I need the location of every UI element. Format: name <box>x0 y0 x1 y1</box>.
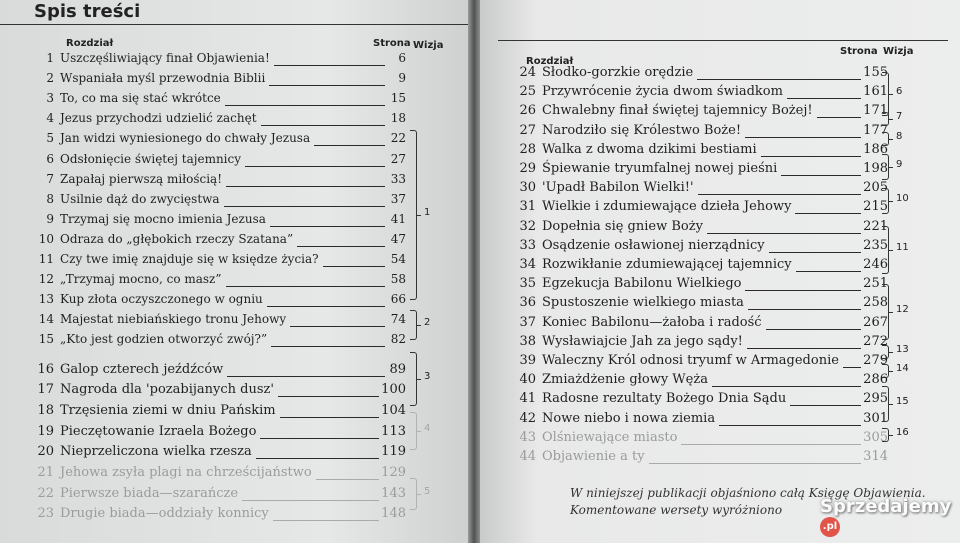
chapter-number: 42 <box>519 411 536 426</box>
chapter-number: 39 <box>519 353 536 368</box>
chapter-title: „Trzymaj mocno, co masz” <box>60 272 222 286</box>
chapter-number: 17 <box>37 382 54 397</box>
leader-line <box>227 376 385 377</box>
vision-bracket <box>882 364 889 378</box>
toc-row <box>26 272 406 290</box>
chapter-number: 5 <box>46 131 54 145</box>
page-number: 305 <box>863 430 888 445</box>
chapter-title: Kup złota oczyszczonego w ogniu <box>60 292 263 306</box>
leader-line <box>316 479 379 480</box>
leader-line <box>761 156 861 157</box>
chapter-title: Pierwsze biada—szarańcze <box>60 486 239 501</box>
vision-bracket <box>882 154 889 180</box>
chapter-title: To, co ma się stać wkrótce <box>60 91 221 105</box>
chapter-title: Chwalebny finał świętej tajemnicy Bożej! <box>542 103 813 118</box>
page-number: 279 <box>863 353 888 368</box>
chapter-number: 22 <box>37 486 54 501</box>
vision-column-header: Wizja <box>883 46 914 57</box>
chapter-number: 2 <box>46 71 54 85</box>
leader-line <box>226 186 385 187</box>
leader-line <box>747 348 861 349</box>
vision-number: 16 <box>896 427 909 438</box>
leader-line <box>697 79 861 80</box>
chapter-title: Waleczny Król odnosi tryumf w Armagedonie <box>542 353 839 368</box>
chapter-title: Drugie biada—oddziały konnicy <box>60 506 269 521</box>
chapter-title: Czy twe imię znajduje się w księdze życia? <box>60 252 319 266</box>
toc-row <box>26 212 406 230</box>
vision-bracket <box>882 132 889 146</box>
leader-line <box>280 417 379 418</box>
toc-row <box>26 172 406 190</box>
leader-line <box>745 137 861 138</box>
chapter-title: Rozwikłanie zdumiewającej tajemnicy <box>542 257 792 272</box>
chapter-title: Dopełnia się gniew Boży <box>542 219 703 234</box>
page-number: 27 <box>390 152 406 166</box>
chapter-number: 35 <box>519 276 536 291</box>
page-number: 215 <box>863 199 888 214</box>
page-number: 18 <box>390 111 406 125</box>
chapter-number: 25 <box>519 84 536 99</box>
toc-row <box>508 276 888 294</box>
toc-row <box>508 103 888 121</box>
chapter-title: Olśniewające miasto <box>542 430 678 445</box>
toc-row <box>26 312 406 330</box>
leader-line <box>297 246 385 247</box>
page-number: 155 <box>863 65 888 80</box>
chapter-number: 19 <box>37 424 54 439</box>
page-number: 41 <box>390 212 406 226</box>
toc-row <box>508 353 888 371</box>
toc-row <box>508 430 888 448</box>
chapter-title: Wielkie i zdumiewające dzieła Jehowy <box>542 199 792 214</box>
vision-number: 2 <box>424 317 431 328</box>
leader-line <box>712 386 861 387</box>
chapter-number: 33 <box>519 238 536 253</box>
toc-row <box>26 192 406 210</box>
chapter-title: Słodko-gorzkie orędzie <box>542 65 694 80</box>
page-number: 186 <box>863 142 888 157</box>
chapter-number: 15 <box>38 332 54 346</box>
leader-line <box>274 65 385 66</box>
vision-bracket <box>882 112 889 126</box>
chapter-title: Jan widzi wyniesionego do chwały Jezusa <box>60 131 311 145</box>
page-number: 198 <box>863 161 888 176</box>
chapter-number: 3 <box>46 91 54 105</box>
page-number: 286 <box>863 372 888 387</box>
chapter-title: Przywrócenie życia dwom świadkom <box>542 84 783 99</box>
vision-number: 3 <box>424 371 431 382</box>
toc-row <box>26 152 406 170</box>
toc-row <box>508 257 888 275</box>
toc-row <box>26 403 406 421</box>
leader-line <box>787 98 861 99</box>
toc-row <box>26 506 406 524</box>
toc-row <box>26 444 406 462</box>
chapter-number: 18 <box>37 403 54 418</box>
vision-number: 14 <box>896 363 909 374</box>
chapter-title: Nieprzeliczona wielka rzesza <box>60 444 252 459</box>
left-page <box>0 0 468 543</box>
vision-column-header: Wizja <box>413 40 444 51</box>
chapter-number: 10 <box>38 232 54 246</box>
chapter-number: 29 <box>519 161 536 176</box>
toc-row <box>26 252 406 270</box>
chapter-number: 24 <box>519 65 536 80</box>
vision-number: 7 <box>896 111 903 122</box>
vision-bracket <box>882 226 889 274</box>
leader-line <box>766 329 861 330</box>
toc-row <box>26 111 406 129</box>
page-column-header: Strona <box>840 46 878 57</box>
vision-bracket <box>410 412 417 450</box>
page-number: 295 <box>863 391 888 406</box>
toc-row <box>508 334 888 352</box>
page-number: 314 <box>863 449 888 464</box>
leader-line <box>224 206 385 207</box>
chapter-number: 8 <box>46 192 54 206</box>
chapter-number: 28 <box>519 142 536 157</box>
watermark-text: Sprzedajemy <box>820 496 952 517</box>
leader-line <box>225 105 385 106</box>
leader-line <box>314 145 385 146</box>
page-number: 221 <box>863 219 888 234</box>
chapter-title: Śpiewanie tryumfalnej nowej pieśni <box>542 161 778 176</box>
vision-bracket <box>410 478 417 510</box>
chapter-column-header: Rozdział <box>66 38 114 49</box>
chapter-title: Pieczętowanie Izraela Bożego <box>60 424 257 439</box>
leader-line <box>273 520 379 521</box>
toc-row <box>508 449 888 467</box>
footnote-line-1: W niniejszej publikacji objaśniono całą Księgę Objawienia. <box>570 486 926 500</box>
toc-row <box>508 295 888 313</box>
vision-bracket <box>410 130 417 300</box>
chapter-number: 16 <box>37 362 54 377</box>
toc-row <box>508 84 888 102</box>
page-number: 301 <box>863 411 888 426</box>
vision-bracket <box>410 352 417 406</box>
toc-row <box>26 51 406 69</box>
vision-number: 13 <box>896 344 909 355</box>
chapter-title: Narodziło się Królestwo Boże! <box>542 123 742 138</box>
chapter-column-header: Rozdział <box>526 56 574 67</box>
toc-row <box>508 65 888 83</box>
chapter-number: 30 <box>519 180 536 195</box>
chapter-number: 14 <box>38 312 54 326</box>
chapter-title: Osądzenie osławionej nierządnicy <box>542 238 765 253</box>
leader-line <box>790 405 861 406</box>
page-number: 58 <box>390 272 406 286</box>
title-bar <box>0 0 468 25</box>
vision-number: 12 <box>896 304 909 315</box>
page-number: 47 <box>390 232 406 246</box>
vision-number: 4 <box>424 423 431 434</box>
chapter-title: Zmiażdżenie głowy Węża <box>542 372 708 387</box>
toc-row <box>508 142 888 160</box>
chapter-title: Wspaniała myśl przewodnia Biblii <box>60 71 266 85</box>
chapter-number: 34 <box>519 257 536 272</box>
chapter-number: 9 <box>46 212 54 226</box>
chapter-number: 44 <box>519 449 536 464</box>
chapter-number: 7 <box>46 172 54 186</box>
right-page <box>480 0 960 543</box>
leader-line <box>256 458 379 459</box>
page-number: 15 <box>390 91 406 105</box>
chapter-title: Odsłonięcie świętej tajemnicy <box>60 152 242 166</box>
chapter-title: Zapałaj pierwszą miłością! <box>60 172 223 186</box>
page-number: 143 <box>381 486 406 501</box>
watermark-logo <box>820 496 952 532</box>
page-column-header: Strona <box>373 38 411 49</box>
page-number: 148 <box>381 506 406 521</box>
chapter-number: 4 <box>46 111 54 125</box>
vision-number: 15 <box>896 396 909 407</box>
chapter-title: Odraza do „głębokich rzeczy Szatana” <box>60 232 294 246</box>
chapter-number: 32 <box>519 219 536 234</box>
leader-line <box>323 266 385 267</box>
vision-bracket <box>882 345 889 359</box>
toc-row <box>508 315 888 333</box>
toc-row <box>26 486 406 504</box>
chapter-title: Walka z dwoma dzikimi bestiami <box>542 142 757 157</box>
leader-line <box>269 85 385 86</box>
leader-line <box>245 166 385 167</box>
toc-row <box>26 362 406 380</box>
leader-line <box>796 271 861 272</box>
page-number: 171 <box>863 103 888 118</box>
vision-number: 11 <box>896 242 909 253</box>
page-number: 119 <box>381 444 406 459</box>
chapter-number: 38 <box>519 334 536 349</box>
page-number: 104 <box>381 403 406 418</box>
toc-row <box>26 292 406 310</box>
chapter-number: 43 <box>519 430 536 445</box>
leader-line <box>226 286 385 287</box>
toc-row <box>26 424 406 442</box>
vision-number: 10 <box>896 193 909 204</box>
page-number: 100 <box>381 382 406 397</box>
vision-number: 1 <box>424 207 431 218</box>
page-number: 22 <box>390 131 406 145</box>
toc-row <box>508 411 888 429</box>
page-number: 272 <box>863 334 888 349</box>
chapter-title: Usilnie dąż do zwycięstwa <box>60 192 220 206</box>
chapter-title: Uszczęśliwiający finał Objawienia! <box>60 51 270 65</box>
leader-line <box>698 194 861 195</box>
top-rule <box>498 40 948 41</box>
toc-row <box>508 180 888 198</box>
page-number: 177 <box>863 123 888 138</box>
toc-row <box>26 232 406 250</box>
chapter-number: 21 <box>37 465 54 480</box>
page-number: 113 <box>381 424 406 439</box>
leader-line <box>707 233 861 234</box>
chapter-title: Jehowa zsyła plagi na chrześcijaństwo <box>60 465 312 480</box>
page-number: 9 <box>398 71 406 85</box>
leader-line <box>769 252 861 253</box>
page-number: 74 <box>390 312 406 326</box>
footnote-line-2: Komentowane wersety wyróżniono <box>570 503 783 517</box>
toc-row <box>508 123 888 141</box>
chapter-title: 'Upadł Babilon Wielki!' <box>542 180 694 195</box>
leader-line <box>270 226 385 227</box>
leader-line <box>719 425 861 426</box>
chapter-number: 37 <box>519 315 536 330</box>
page-number: 89 <box>389 362 406 377</box>
chapter-number: 23 <box>37 506 54 521</box>
toc-row <box>26 71 406 89</box>
chapter-number: 11 <box>38 252 54 266</box>
chapter-number: 40 <box>519 372 536 387</box>
leader-line <box>271 346 385 347</box>
chapter-title: Objawienie a ty <box>542 449 645 464</box>
vision-bracket <box>410 310 417 340</box>
chapter-title: Nowe niebo i nowa ziemia <box>542 411 716 426</box>
chapter-title: Galop czterech jeźdźców <box>60 362 224 377</box>
toc-row <box>26 131 406 149</box>
toc-row <box>508 238 888 256</box>
vision-number: 8 <box>896 131 903 142</box>
leader-line <box>748 309 861 310</box>
vision-bracket <box>882 284 889 340</box>
chapter-number: 27 <box>519 123 536 138</box>
page-number: 258 <box>863 295 888 310</box>
toc-row <box>26 382 406 400</box>
toc-row <box>26 465 406 483</box>
chapter-number: 20 <box>37 444 54 459</box>
page-number: 205 <box>863 180 888 195</box>
leader-line <box>290 326 385 327</box>
leader-line <box>242 500 379 501</box>
chapter-number: 31 <box>519 199 536 214</box>
toc-row <box>26 332 406 350</box>
page-number: 246 <box>863 257 888 272</box>
chapter-title: Koniec Babilonu—żałoba i radość <box>542 315 762 330</box>
chapter-number: 12 <box>38 272 54 286</box>
chapter-number: 36 <box>519 295 536 310</box>
vision-bracket <box>882 386 889 422</box>
toc-row <box>26 91 406 109</box>
page-number: 251 <box>863 276 888 291</box>
leader-line <box>649 463 861 464</box>
chapter-title: „Kto jest godzien otworzyć zwój?” <box>60 332 268 346</box>
page-number: 129 <box>381 465 406 480</box>
chapter-title: Trzęsienia ziemi w dniu Pańskim <box>60 403 276 418</box>
vision-bracket <box>882 188 889 214</box>
chapter-number: 13 <box>38 292 54 306</box>
chapter-title: Jezus przychodzi udzielić zachęt <box>60 111 257 125</box>
chapter-title: Radosne rezultaty Bożego Dnia Sądu <box>542 391 787 406</box>
leader-line <box>260 438 379 439</box>
chapter-title: Spustoszenie wielkiego miasta <box>542 295 744 310</box>
vision-number: 6 <box>896 86 903 97</box>
toc-row <box>508 391 888 409</box>
chapter-number: 1 <box>46 51 54 65</box>
chapter-title: Trzymaj się mocno imienia Jezusa <box>60 212 266 226</box>
leader-line <box>817 117 861 118</box>
chapter-title: Nagroda dla 'pozabijanych dusz' <box>60 382 274 397</box>
toc-row <box>508 219 888 237</box>
chapter-title: Majestat niebiańskiego tronu Jehowy <box>60 312 287 326</box>
page-number: 82 <box>390 332 406 346</box>
page-number: 33 <box>390 172 406 186</box>
toc-row <box>508 161 888 179</box>
watermark-badge: .pl <box>820 517 840 537</box>
page-number: 267 <box>863 315 888 330</box>
page-number: 6 <box>398 51 406 65</box>
leader-line <box>781 175 861 176</box>
page-number: 37 <box>390 192 406 206</box>
chapter-title: Egzekucja Babilonu Wielkiego <box>542 276 742 291</box>
leader-line <box>745 290 861 291</box>
toc-row <box>508 372 888 390</box>
vision-number: 9 <box>896 159 903 170</box>
leader-line <box>795 213 861 214</box>
leader-line <box>278 396 379 397</box>
chapter-title: Wysławiajcie Jah za jego sądy! <box>542 334 743 349</box>
vision-number: 5 <box>424 486 431 497</box>
leader-line <box>681 444 861 445</box>
vision-bracket <box>882 428 889 442</box>
page-number: 235 <box>863 238 888 253</box>
vision-bracket <box>882 72 889 116</box>
chapter-number: 26 <box>519 103 536 118</box>
page-number: 54 <box>390 252 406 266</box>
page-number: 161 <box>863 84 888 99</box>
book-gutter <box>468 0 480 543</box>
chapter-number: 41 <box>519 391 536 406</box>
page-number: 66 <box>390 292 406 306</box>
leader-line <box>261 125 385 126</box>
leader-line <box>267 306 385 307</box>
page-title: Spis treści <box>34 1 141 22</box>
toc-row <box>508 199 888 217</box>
chapter-number: 6 <box>46 152 54 166</box>
